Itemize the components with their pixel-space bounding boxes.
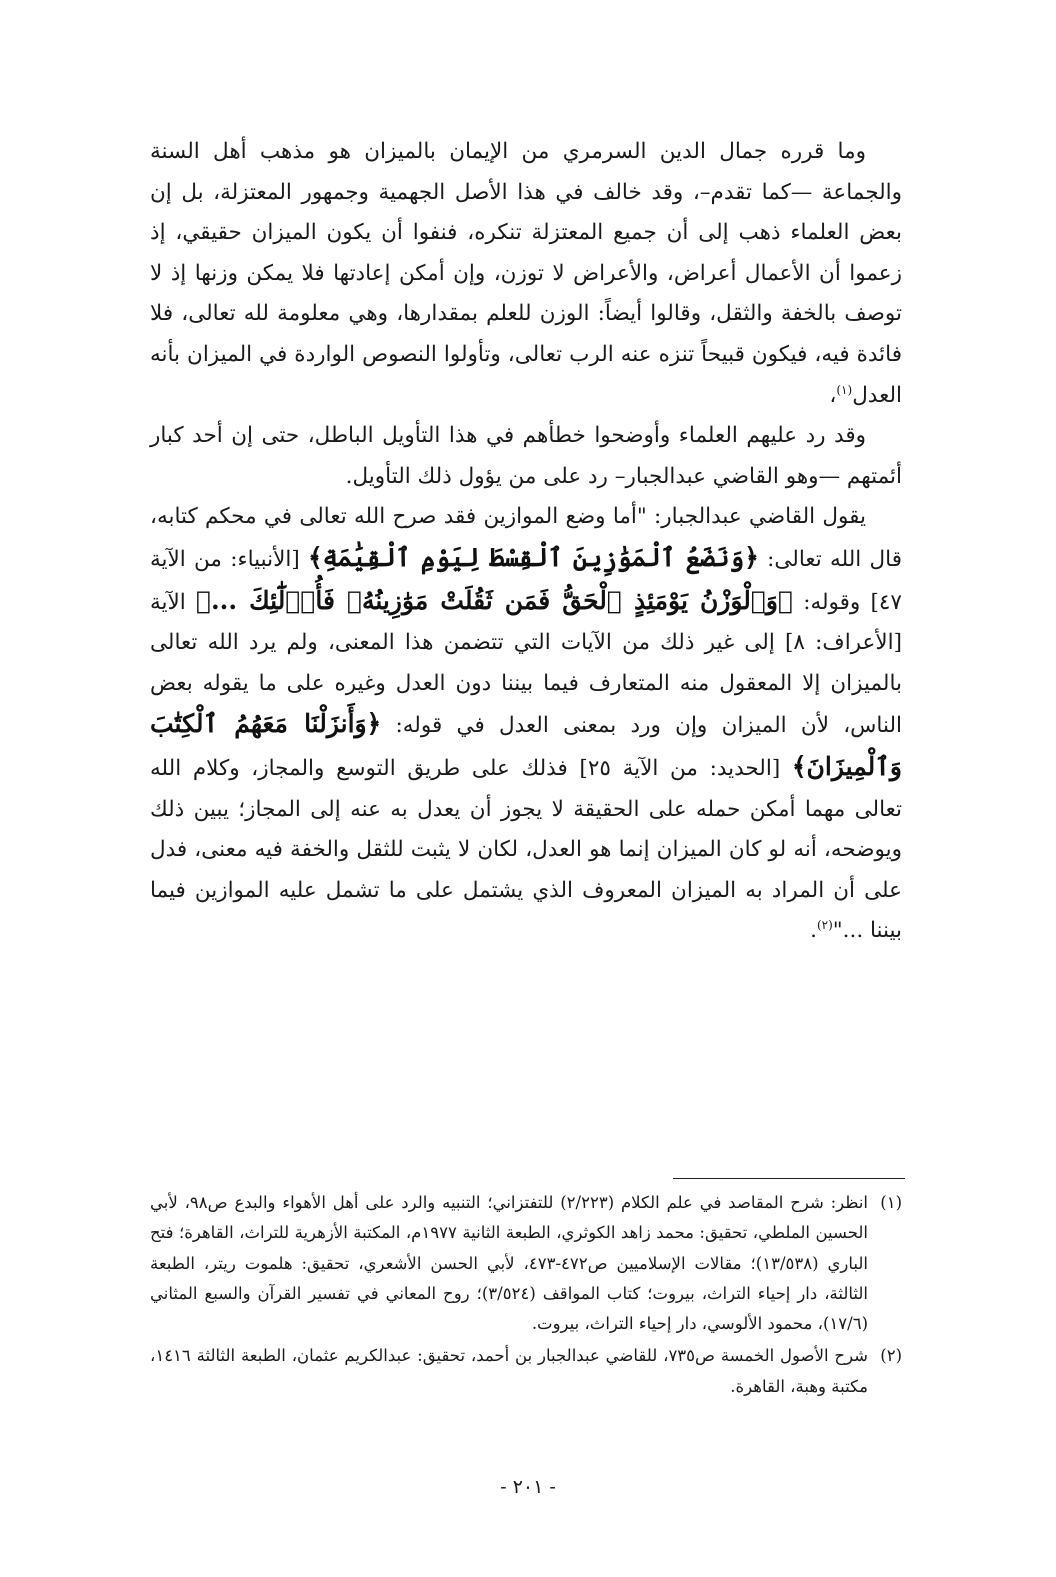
paragraph-3-text-b: [الأنبياء: من الآية ٤٧] وقوله: — [150, 546, 902, 615]
footnotes — [150, 1188, 902, 1404]
quran-verse-1: ﴿وَنَضَعُ ٱلْمَوَٰزِينَ ٱلْقِسْطَ لِيَوْمِ ٱلْقِيَٰمَةِ﴾ — [308, 542, 759, 572]
paragraph-2: وقد رد عليهم العلماء وأوضحوا خطأهم في هذا التأويل الباطل، حتى إن أحد كبار أئمتهم —وهو القاضي عبدالجبار– رد على من يؤول ذلك التأويل. — [150, 423, 902, 489]
footnote-marker-1: (١) — [836, 382, 853, 397]
paragraph-3 — [150, 497, 902, 952]
footnote-1-number: (١) — [880, 1193, 902, 1212]
paragraph-1-end: ، — [829, 382, 837, 408]
quran-verse-2: ﴿وَٱلْوَزْنُ يَوْمَئِذٍ ٱلْحَقُّ فَمَن ثَقُلَتْ مَوَٰزِينُهُۥ فَأُو۟لَٰٓئِكَ ...﴾ — [195, 585, 794, 615]
footnote-1-text: انظر: شرح المقاصد في علم الكلام (٢/٢٢٣) للتفتزاني؛ التنبيه والرد على أهل الأهواء والبدع ص٩٨، لأبي الحسين الملطي، تحقيق: محمد زاهد الكوثري، الطبعة الثانية ١٩٧٧م، المكتبة الأزهرية للتراث، القاهرة؛ فتح الباري (١٣/٥٣٨)؛ مقالات الإسلاميين ص٤٧٢-٤٧٣، لأبي الحسن الأشعري، تحقيق: هلموت ريتر، الطبعة الثالثة، دار إحياء التراث، بيروت؛ كتاب المواقف (٣/٥٢٤)؛ روح المعاني في تفسير القرآن والسبع المثاني (١٧/٦)، محمود الألوسي، دار إحياء التراث، بيروت. — [150, 1193, 868, 1334]
footnote-separator — [673, 1178, 905, 1179]
main-text — [150, 132, 902, 952]
footnote-2-text: شرح الأصول الخمسة ص٧٣٥، للقاضي عبدالجبار بن أحمد، تحقيق: عبدالكريم عثمان، الطبعة الثالثة ١٤١٦، مكتبة وهبة، القاهرة. — [150, 1346, 868, 1396]
paragraph-1 — [150, 132, 902, 416]
page-number: - ٢٠١ - — [500, 1476, 556, 1498]
footnote-marker-2: (٢) — [816, 918, 833, 933]
footnote-2-number: (٢) — [880, 1346, 902, 1366]
paragraph-1-text: وما قرره جمال الدين السرمري من الإيمان بالميزان هو مذهب أهل السنة والجماعة —كما تقدم–، وقد خالف في هذا الأصل الجهمية وجمهور المعتزلة، بل إن بعض العلماء ذهب إلى أن جميع المعتزلة تنكره، فنفوا أن يكون الميزان حقيقي، إذ زعموا أن الأعمال أعراض، والأعراض لا توزن، وإن أمكن إعادتها فلا يمكن وزنها إذ لا توصف بالخفة والثقل، وقالوا أيضاً: الوزن للعلم بمقدارها، وهي معلومة لله تعالى، فلا فائدة فيه، فيكون قبيحاً تنزه عنه الرب تعالى، وتأولوا النصوص الواردة في الميزان بأنه العدل — [150, 139, 902, 408]
paragraph-3-text-a: يقول القاضي عبدالجبار: "أما وضع الموازين فقد صرح الله تعالى في محكم كتابه، قال الله تعالى: — [150, 504, 902, 572]
footnote-2 — [150, 1341, 902, 1402]
paragraph-3-text-d: [الحديد: من الآية ٢٥] فذلك على طريق التوسع والمجاز، وكلام الله تعالى مهما أمكن حمله على الحقيقة لا يجوز أن يعدل به عنه إلى المجاز؛ يبين ذلك ويوضحه، أنه لو كان الميزان إنما هو العدل، لكان لا يثبت للثقل والخفة فيه معنى، فدل على أن المراد به الميزان المعروف الذي يشتمل على ما تشمل عليه الموازين فيما بيننا ..." — [150, 755, 902, 944]
paragraph-3-end: . — [810, 918, 817, 944]
footnote-1 — [150, 1188, 902, 1339]
paragraph-3-text-c: الآية [الأعراف: ٨] إلى غير ذلك من الآيات التي تتضمن هذا المعنى، ولم يرد الله تعالى بالميزان إلا المعقول منه المتعارف فيما بيننا دون العدل وغيره على ما يقوله بعض الناس، لأن الميزان وإن ورد بمعنى العدل في قوله: — [150, 589, 902, 739]
quran-verse-3: ﴿وَأَنزَلْنَا مَعَهُمُ ٱلْكِتَٰبَ وَٱلْمِيزَانَ﴾ — [150, 709, 902, 781]
